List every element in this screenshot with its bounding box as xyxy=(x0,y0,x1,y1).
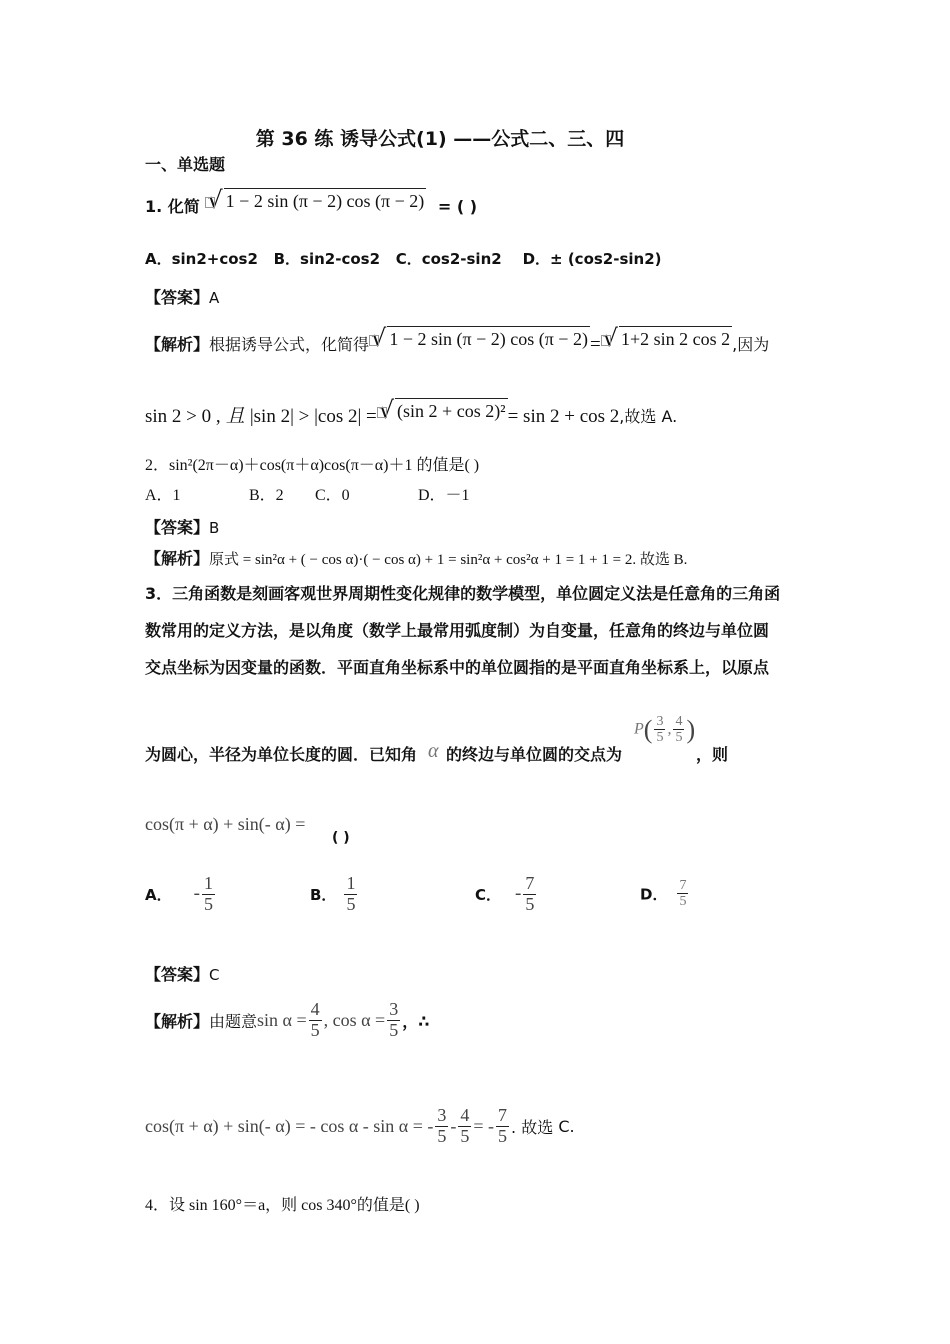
option-frac xyxy=(202,874,215,915)
line2-qie: 且 xyxy=(225,406,245,427)
cos-frac xyxy=(387,1000,400,1041)
cos-part: , cos α = xyxy=(323,1009,386,1030)
placeholder-box-icon xyxy=(369,335,379,346)
final-frac-3 xyxy=(496,1106,509,1147)
answer-label: 【答案】 xyxy=(145,518,210,537)
q1-options xyxy=(145,248,662,269)
answer-value: C xyxy=(209,966,220,984)
option-label: A． xyxy=(145,885,172,904)
q2-option-a[interactable]: A．1 xyxy=(145,487,181,504)
q3-alpha: α xyxy=(428,740,439,762)
final-expr: cos(π + α) + sin(- α) = - cos α - sin α = - xyxy=(145,1115,434,1136)
option-sign: - xyxy=(515,883,522,905)
q3-option-b[interactable] xyxy=(310,874,359,915)
q1-analysis-line2 xyxy=(145,398,677,428)
q1-option-a[interactable]: A．sin2+cos2 xyxy=(145,250,258,268)
cos-num: 3 xyxy=(389,999,399,1019)
page-title: 第 36 练 诱导公式(1) ——公式二、三、四 xyxy=(255,128,625,150)
q2-analysis xyxy=(145,546,687,569)
option-label: B． xyxy=(310,885,337,904)
radical-icon: √ xyxy=(371,324,387,352)
option-label: C． xyxy=(475,885,502,904)
q2-option-c[interactable]: C．0 xyxy=(315,487,350,504)
answer-value: B xyxy=(209,519,220,537)
q2-answer xyxy=(145,515,219,538)
q1-analysis-radical-1 xyxy=(369,326,590,350)
f1-num: 3 xyxy=(437,1105,447,1125)
q3-option-a[interactable] xyxy=(145,874,217,915)
line2-end: ,故选 A. xyxy=(619,407,678,426)
equals-sign: = xyxy=(589,334,601,355)
option-num: 7 xyxy=(679,878,687,893)
paren-close: ) xyxy=(686,714,696,744)
f3-den: 5 xyxy=(498,1125,508,1146)
final-tail: . 故选 xyxy=(511,1117,554,1137)
answer-value: A xyxy=(209,289,220,307)
radical-icon: √ xyxy=(207,186,223,214)
option-den: 5 xyxy=(679,894,687,910)
q1-line2-radical xyxy=(377,398,508,422)
analysis-text: 原式 = sin²α + ( − cos α)·( − cos α) + 1 = sin²α + cos²α + 1 = 1 + 1 = 2. 故选 B. xyxy=(209,552,688,568)
line2-b: |sin 2| > |cos 2| = xyxy=(249,406,377,427)
placeholder-box-icon xyxy=(601,335,611,346)
q1-option-c[interactable]: C．cos2-sin2 xyxy=(395,250,502,268)
q3-expr: cos(π + α) + sin(- α) = xyxy=(145,814,306,834)
f2-num: 4 xyxy=(460,1105,470,1125)
option-num: 1 xyxy=(203,873,213,893)
q1-suffix: = ( ) xyxy=(437,197,478,216)
line2-c: = sin 2 + cos 2 xyxy=(507,406,620,427)
q1-option-d[interactable]: D．± (cos2-sin2) xyxy=(522,250,662,268)
f2-den: 5 xyxy=(460,1125,470,1146)
q1-analysis-radical-2 xyxy=(601,326,732,350)
section-heading: 一、单选题 xyxy=(145,155,226,174)
f1-den: 5 xyxy=(437,1125,447,1146)
line2-radicand: (sin 2 + cos 2)² xyxy=(395,398,508,422)
analysis-label: 【解析】 xyxy=(145,1011,210,1031)
cos-den: 5 xyxy=(389,1019,399,1040)
sin-part: sin α = xyxy=(257,1009,307,1030)
q3-final-line xyxy=(145,1106,575,1147)
q1-radical xyxy=(205,188,426,212)
final-frac-2 xyxy=(458,1106,471,1147)
placeholder-box-icon xyxy=(205,197,215,208)
q1-prefix: 1. 化简 xyxy=(145,197,200,216)
radical-icon: √ xyxy=(602,324,618,352)
final-minus: - xyxy=(450,1115,457,1136)
option-num: 1 xyxy=(346,873,356,893)
q2-options xyxy=(145,482,470,505)
q3-analysis xyxy=(145,1000,429,1041)
point-x-num: 3 xyxy=(656,714,664,729)
line2-a: sin 2 > 0 , xyxy=(145,406,221,427)
analysis-label: 【解析】 xyxy=(145,549,210,568)
q1-stem xyxy=(145,188,477,217)
answer-label: 【答案】 xyxy=(145,288,210,307)
answer-label: 【答案】 xyxy=(145,965,210,984)
q3-option-d[interactable] xyxy=(640,878,690,910)
sin-num: 4 xyxy=(310,999,320,1019)
radical-icon: √ xyxy=(378,396,395,424)
q1-analysis-radicand-2: 1+2 sin 2 cos 2 xyxy=(619,326,732,350)
option-den: 5 xyxy=(203,893,213,914)
q3-line4c: ，则 xyxy=(696,745,729,764)
option-frac xyxy=(523,874,536,915)
q3-line2: 数常用的定义方法，是以角度（数学上最常用弧度制）为自变量，任意角的终边与单位圆 xyxy=(145,621,770,640)
sin-den: 5 xyxy=(310,1019,320,1040)
analysis-tail: ,因为 xyxy=(732,335,770,354)
point-y-num: 4 xyxy=(675,714,683,729)
point-y-frac xyxy=(673,714,684,746)
analysis-text: 根据诱导公式，化简得 xyxy=(209,335,370,354)
analysis-label: 【解析】 xyxy=(145,335,210,354)
paren-open: ( xyxy=(643,714,653,744)
q3-line1: 3．三角函数是刻画客观世界周期性变化规律的数学模型，单位圆定义法是任意角的三角函 xyxy=(145,584,781,603)
option-label: D． xyxy=(640,885,668,904)
q4-stem: 4．设 sin 160°＝a，则 cos 340°的值是( ) xyxy=(145,1197,420,1214)
q3-line4a: 为圆心，半径为单位长度的圆．已知角 xyxy=(145,745,418,764)
point-label: P xyxy=(634,720,644,738)
option-den: 5 xyxy=(346,893,356,914)
q1-option-b[interactable]: B．sin2-cos2 xyxy=(273,250,381,268)
final-choice: C. xyxy=(558,1116,575,1136)
q3-option-c[interactable] xyxy=(475,874,538,915)
sin-frac xyxy=(309,1000,322,1041)
q3-blank: ( ) xyxy=(332,830,350,846)
option-frac xyxy=(677,878,688,910)
q2-option-d[interactable]: D．－1 xyxy=(418,487,470,504)
option-sign: - xyxy=(193,883,200,905)
q3-line3: 交点坐标为因变量的函数．平面直角坐标系中的单位圆指的是平面直角坐标系上，以原点 xyxy=(145,658,770,677)
point-x-den: 5 xyxy=(656,730,664,746)
q1-radicand: 1 − 2 sin (π − 2) cos (π − 2) xyxy=(224,188,427,212)
point-y-den: 5 xyxy=(675,730,683,746)
q1-analysis-line1 xyxy=(145,326,769,356)
option-num: 7 xyxy=(525,873,535,893)
q2-option-b[interactable]: B．2 xyxy=(249,487,284,504)
q1-answer xyxy=(145,285,219,308)
q3-point: P( $\frac{3}{5}$ , $\frac{4}{5}$ ) xyxy=(634,714,696,746)
f3-num: 7 xyxy=(498,1105,508,1125)
analysis-text: 由题意 xyxy=(209,1011,258,1031)
option-den: 5 xyxy=(525,893,535,914)
final-frac-1 xyxy=(435,1106,448,1147)
q2-stem: 2．sin²(2π－α)＋cos(π＋α)cos(π－α)＋1 的值是( ) xyxy=(145,457,480,474)
option-frac xyxy=(344,874,357,915)
q1-analysis-radicand-1: 1 − 2 sin (π − 2) cos (π − 2) xyxy=(387,326,590,350)
q3-answer xyxy=(145,962,220,985)
therefore: ，∴ xyxy=(402,1011,430,1031)
final-eq-minus: = - xyxy=(473,1115,495,1136)
point-x-frac xyxy=(654,714,665,746)
placeholder-box-icon xyxy=(377,407,387,418)
q3-line4b: 的终边与单位圆的交点为 xyxy=(446,745,623,764)
